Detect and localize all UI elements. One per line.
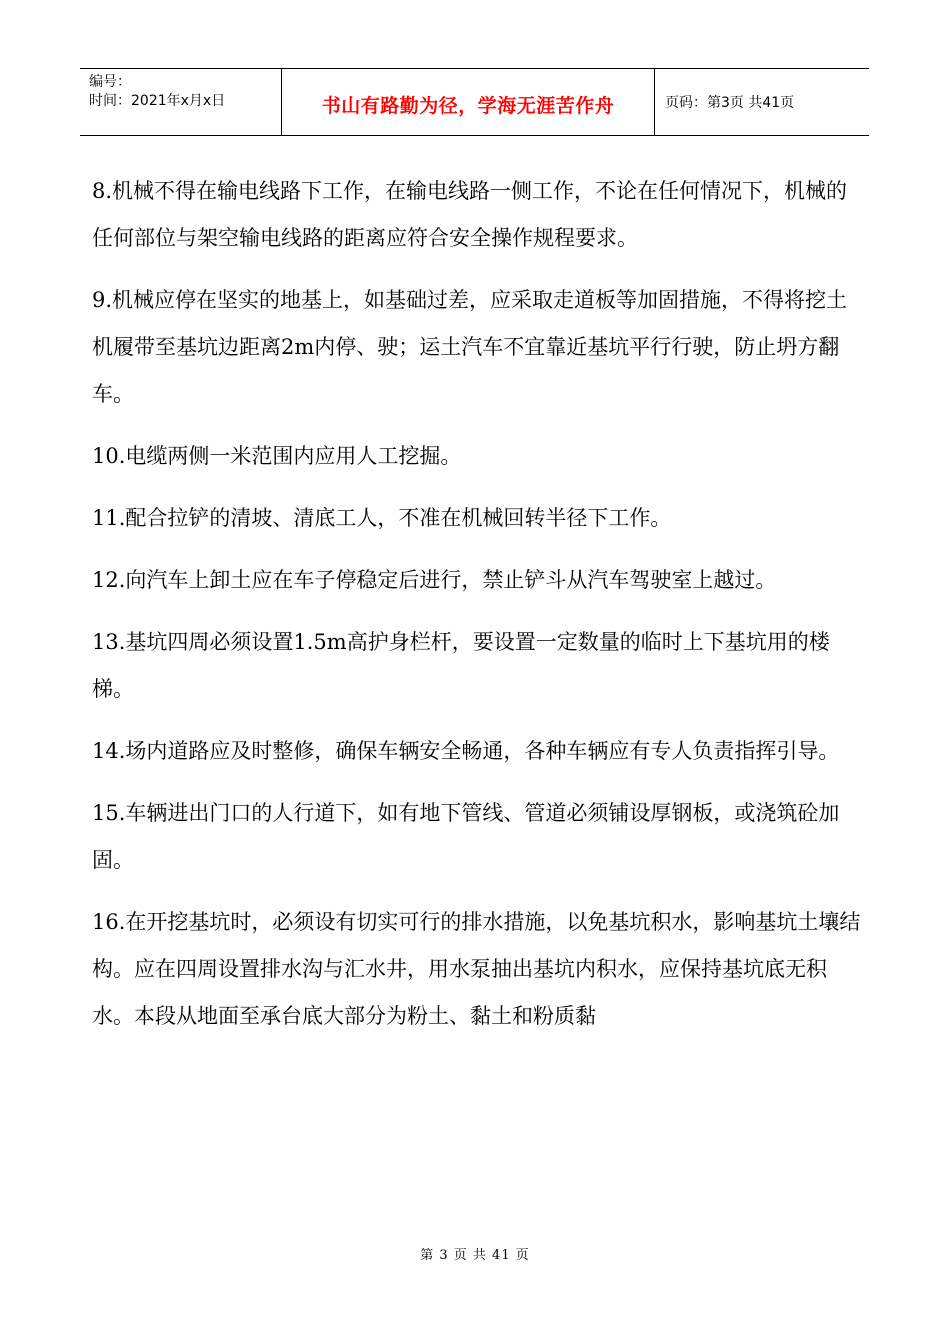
- document-number-label: 编号：: [89, 74, 131, 90]
- document-body: [92, 168, 862, 1055]
- paragraph-13: 13.基坑四周必须设置1.5m高护身栏杆，要设置一定数量的临时上下基坑用的楼梯。: [92, 630, 830, 701]
- paragraph-10: 10.电缆两侧一米范围内应用人工挖掘。: [92, 444, 462, 468]
- paragraph-8: 8.机械不得在输电线路下工作，在输电线路一侧工作，不论在任何情况下，机械的任何部位与架空输电线路的距离应符合安全操作规程要求。: [92, 179, 848, 250]
- paragraph-12: 12.向汽车上卸土应在车子停稳定后进行，禁止铲斗从汽车驾驶室上越过。: [92, 568, 777, 592]
- paragraph-11: 11.配合拉铲的清坡、清底工人，不准在机械回转半径下工作。: [92, 506, 672, 530]
- paragraph-16: 16.在开挖基坑时，必须设有切实可行的排水措施，以免基坑积水，影响基坑土壤结构。应在四周设置排水沟与汇水井，用水泵抽出基坑内积水，应保持基坑底无积水。本段从地面至承台底大部分为粉土、黏土和粉质黏: [92, 910, 861, 1028]
- header-motto: 书山有路勤为径，学海无涯苦作舟: [282, 69, 655, 135]
- header-page-info: 页码：第3页 共41页: [665, 95, 795, 111]
- document-header: [80, 68, 869, 136]
- page-footer: 第 3 页 共 41 页: [420, 1248, 530, 1263]
- document-time-label: 时间：2021年x月x日: [89, 93, 226, 109]
- paragraph-15: 15.车辆进出门口的人行道下，如有地下管线、管道必须铺设厚钢板，或浇筑砼加固。: [92, 801, 840, 872]
- paragraph-9: 9.机械应停在坚实的地基上，如基础过差，应采取走道板等加固措施，不得将挖土机履带至基坑边距离2m内停、驶；运土汽车不宜靠近基坑平行行驶，防止坍方翻车。: [92, 288, 848, 406]
- header-meta: [80, 69, 282, 135]
- paragraph-14: 14.场内道路应及时整修，确保车辆安全畅通，各种车辆应有专人负责指挥引导。: [92, 739, 840, 763]
